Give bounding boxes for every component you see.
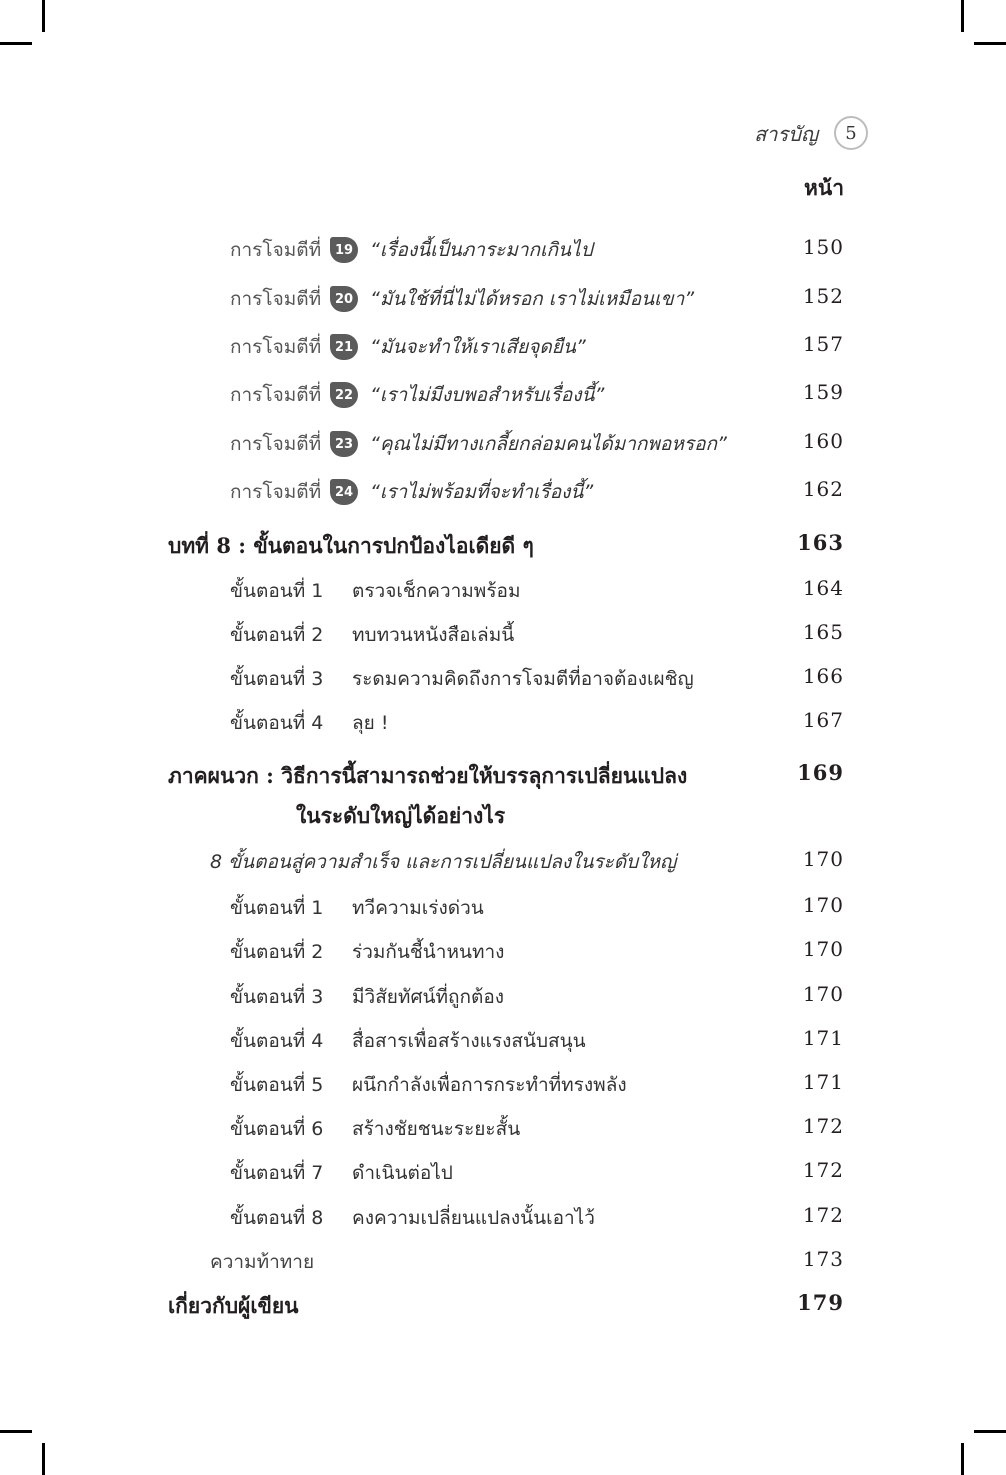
- step-label: ขั้นตอนที่ 3: [230, 986, 324, 1008]
- entry-title: “มันใช้ที่นี่ไม่ได้หรอก เราไม่เหมือนเขา”: [370, 288, 695, 310]
- entry-page: 152: [802, 284, 844, 308]
- crop-mark: [974, 1430, 1006, 1433]
- entry-label: การโจมตีที่: [230, 239, 322, 261]
- entry-page: 172: [802, 1114, 844, 1138]
- entry-page: 171: [802, 1070, 844, 1094]
- crop-mark: [961, 0, 964, 32]
- page-column-header: หน้า: [804, 175, 844, 200]
- entry-page: 165: [802, 620, 844, 644]
- crop-mark: [42, 0, 45, 32]
- entry-page: 172: [802, 1158, 844, 1182]
- step-label: ขั้นตอนที่ 3: [230, 668, 324, 690]
- toc-entry[interactable]: [0, 664, 1006, 704]
- number-badge-icon: 24: [330, 479, 358, 505]
- step-label: ขั้นตอนที่ 8: [230, 1207, 324, 1229]
- entry-page: 157: [802, 332, 844, 356]
- crop-mark: [42, 1443, 45, 1475]
- toc-entry[interactable]: [0, 1070, 1006, 1110]
- toc-entry[interactable]: [0, 1247, 1006, 1287]
- crop-mark: [961, 1443, 964, 1475]
- step-title: ระดมความคิดถึงการโจมตีที่อาจต้องเผชิญ: [352, 668, 694, 690]
- toc-entry[interactable]: [0, 847, 1006, 887]
- about-author-page: 179: [797, 1290, 844, 1315]
- entry-page: 164: [802, 576, 844, 600]
- entry-page: 162: [802, 477, 844, 501]
- toc-entry[interactable]: [0, 380, 1006, 420]
- step-label: ขั้นตอนที่ 1: [230, 580, 324, 602]
- appendix-page: 169: [797, 760, 844, 785]
- toc-chapter-continuation: [0, 800, 1006, 840]
- step-label: ขั้นตอนที่ 1: [230, 897, 324, 919]
- entry-label: การโจมตีที่: [230, 433, 322, 455]
- entry-label: การโจมตีที่: [230, 336, 322, 358]
- toc-entry[interactable]: [0, 429, 1006, 469]
- chapter-title: บทที่ 8 : ขั้นตอนในการปกป้องไอเดียดี ๆ: [168, 533, 534, 558]
- toc-entry[interactable]: [0, 982, 1006, 1022]
- toc-entry[interactable]: [0, 1026, 1006, 1066]
- entry-page: 150: [802, 235, 844, 259]
- entry-page: 166: [802, 664, 844, 688]
- crop-mark: [0, 42, 32, 45]
- step-label: ขั้นตอนที่ 5: [230, 1074, 324, 1096]
- toc-entry[interactable]: [0, 893, 1006, 933]
- step-label: ขั้นตอนที่ 7: [230, 1162, 324, 1184]
- entry-title: “เราไม่มีงบพอสำหรับเรื่องนี้”: [370, 384, 605, 406]
- entry-page: 159: [802, 380, 844, 404]
- entry-page: 170: [802, 893, 844, 917]
- entry-page: 170: [802, 982, 844, 1006]
- toc-entry[interactable]: [0, 708, 1006, 748]
- step-label: ขั้นตอนที่ 4: [230, 712, 324, 734]
- entry-title: “เรื่องนี้เป็นภาระมากเกินไป: [370, 239, 593, 261]
- step-title: ดำเนินต่อไป: [352, 1162, 453, 1184]
- appendix-title: ภาคผนวก : วิธีการนี้สามารถช่วยให้บรรลุการเปลี่ยนแปลง: [168, 763, 688, 788]
- entry-page: 167: [802, 708, 844, 732]
- appendix-title-line2: ในระดับใหญ่ได้อย่างไร: [296, 803, 506, 828]
- step-label: ขั้นตอนที่ 2: [230, 624, 324, 646]
- toc-entry[interactable]: [0, 1158, 1006, 1198]
- toc-entry[interactable]: [0, 620, 1006, 660]
- toc-entry[interactable]: [0, 1114, 1006, 1154]
- step-title: คงความเปลี่ยนแปลงนั้นเอาไว้: [352, 1207, 595, 1229]
- toc-entry[interactable]: [0, 1203, 1006, 1243]
- step-label: ขั้นตอนที่ 6: [230, 1118, 324, 1140]
- step-title: มีวิสัยทัศน์ที่ถูกต้อง: [352, 986, 505, 1008]
- toc-entry[interactable]: [0, 332, 1006, 372]
- page-number-badge: [834, 116, 868, 150]
- page-number: 5: [845, 122, 857, 144]
- toc-chapter[interactable]: [0, 530, 1006, 570]
- entry-label: การโจมตีที่: [230, 288, 322, 310]
- toc-chapter[interactable]: [0, 1290, 1006, 1330]
- step-title: สร้างชัยชนะระยะสั้น: [352, 1118, 521, 1140]
- number-badge-icon: 19: [330, 237, 358, 263]
- entry-page: 173: [802, 1247, 844, 1271]
- entry-label: การโจมตีที่: [230, 481, 322, 503]
- step-title: สื่อสารเพื่อสร้างแรงสนับสนุน: [352, 1030, 586, 1052]
- number-badge-icon: 23: [330, 431, 358, 457]
- toc-entry[interactable]: [0, 576, 1006, 616]
- toc-entry[interactable]: [0, 235, 1006, 275]
- number-badge-icon: 21: [330, 334, 358, 360]
- toc-chapter[interactable]: [0, 760, 1006, 800]
- entry-title: “มันจะทำให้เราเสียจุดยืน”: [370, 336, 586, 358]
- step-title: ทวีความเร่งด่วน: [352, 897, 484, 919]
- step-title: ร่วมกันชี้นำหนทาง: [352, 941, 505, 963]
- entry-page: 160: [802, 429, 844, 453]
- toc-entry[interactable]: [0, 477, 1006, 517]
- entry-title: “คุณไม่มีทางเกลี้ยกล่อมคนได้มากพอหรอก”: [370, 433, 727, 455]
- step-label: ขั้นตอนที่ 2: [230, 941, 324, 963]
- entry-page: 171: [802, 1026, 844, 1050]
- running-header-title: สารบัญ: [754, 122, 818, 146]
- about-author-title: เกี่ยวกับผู้เขียน: [168, 1293, 299, 1318]
- chapter-page: 163: [797, 530, 844, 555]
- step-title: ทบทวนหนังสือเล่มนี้: [352, 624, 515, 646]
- step-label: ขั้นตอนที่ 4: [230, 1030, 324, 1052]
- step-title: ตรวจเช็กความพร้อม: [352, 580, 521, 602]
- entry-page: 170: [802, 937, 844, 961]
- step-title: ผนึกกำลังเพื่อการกระทำที่ทรงพลัง: [352, 1074, 627, 1096]
- appendix-subtitle: 8 ขั้นตอนสู่ความสำเร็จ และการเปลี่ยนแปลงในระดับใหญ่: [210, 851, 677, 873]
- number-badge-icon: 22: [330, 382, 358, 408]
- number-badge-icon: 20: [330, 286, 358, 312]
- toc-entry[interactable]: [0, 284, 1006, 324]
- entry-label: การโจมตีที่: [230, 384, 322, 406]
- crop-mark: [0, 1430, 32, 1433]
- step-title: ลุย !: [352, 712, 389, 734]
- toc-entry[interactable]: [0, 937, 1006, 977]
- entry-page: 172: [802, 1203, 844, 1227]
- challenge-title: ความท้าทาย: [210, 1251, 315, 1273]
- entry-title: “เราไม่พร้อมที่จะทำเรื่องนี้”: [370, 481, 594, 503]
- crop-mark: [974, 42, 1006, 45]
- entry-page: 170: [802, 847, 844, 871]
